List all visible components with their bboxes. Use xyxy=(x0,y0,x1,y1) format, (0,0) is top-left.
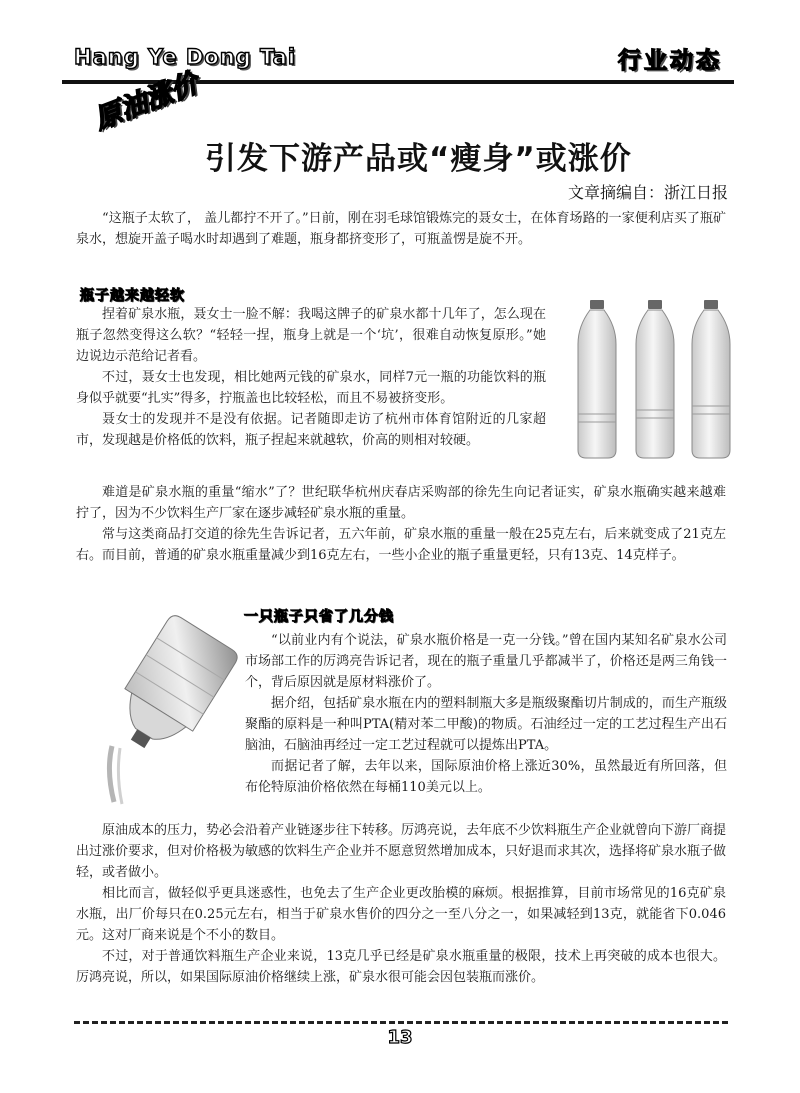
bottle-1 xyxy=(578,300,616,458)
section1-paragraph-5: 常与这类商品打交道的徐先生告诉记者，五六年前，矿泉水瓶的重量一般在25克左右，后来就变成了21克左右。而目前，普通的矿泉水瓶重量减少到16克左右，一些小企业的瓶子重量更轻，只有13克、14克样子。 xyxy=(76,527,726,563)
section2-paragraph-3: 而据记者了解，去年以来，国际原油价格上涨近30%，虽然最近有所回落，但布伦特原油价格依然在每桶110美元以上。 xyxy=(245,759,727,795)
section2-heading: 一只瓶子只省了几分钱 xyxy=(244,609,394,625)
intro-paragraph xyxy=(76,208,726,250)
water-bottles-photo xyxy=(570,292,748,462)
bottle-2 xyxy=(636,300,674,458)
page-number: 13 xyxy=(387,1027,413,1048)
section1-wide-column xyxy=(76,482,726,566)
pouring-bottle-photo xyxy=(100,596,238,808)
topic-tag: 原油涨价 xyxy=(90,67,203,136)
section1-paragraph-3: 聂女士的发现并不是没有依据。记者随即走访了杭州市体育馆附近的几家超市，发现越是价格低的饮料，瓶子捏起来就越软，价高的则相对较硬。 xyxy=(76,412,546,448)
section2-paragraph-5: 相比而言，做轻似乎更具迷惑性，也免去了生产企业更改胎模的麻烦。根据推算，目前市场常见的16克矿泉水瓶，出厂价每只在0.25元左右，相当于矿泉水售价的四分之一至八分之一，如果减轻到13克，就能省下0.046元。这对厂商来说是个不小的数目。 xyxy=(76,886,726,943)
section2-paragraph-4: 原油成本的压力，势必会沿着产业链逐步往下转移。厉鸿亮说，去年底不少饮料瓶生产企业就曾向下游厂商提出过涨价要求，但对价格极为敏感的饮料生产企业并不愿意贸然增加成本，只好退而求其次，选择将矿泉水瓶子做轻，或者做小。 xyxy=(76,823,727,880)
header-right-title: 行业动态 xyxy=(618,48,722,74)
section2-paragraph-2: 据介绍，包括矿泉水瓶在内的塑料制瓶大多是瓶级聚酯切片制成的，而生产瓶级聚酯的原料是一种叫PTA(精对苯二甲酸)的物质。石油经过一定的工艺过程生产出石脑油，石脑油再经过一定工艺过程就可以提炼出PTA。 xyxy=(245,696,727,753)
article-title: 引发下游产品或“瘦身”或涨价 xyxy=(205,141,632,177)
section2-paragraph-1: “以前业内有个说法，矿泉水瓶价格是一克一分钱。”曾在国内某知名矿泉水公司市场部工作的厉鸿亮告诉记者，现在的瓶子重量几乎都减半了，价格还是两三角钱一个，背后原因就是原材料涨价了。 xyxy=(245,633,727,690)
section1-paragraph-2: 不过，聂女士也发现，相比她两元钱的矿泉水，同样7元一瓶的功能饮料的瓶身似乎就要“扎实”得多，拧瓶盖也比较轻松，而且不易被挤变形。 xyxy=(76,370,546,406)
section2-paragraph-6: 不过，对于普通饮料瓶生产企业来说，13克几乎已经是矿泉水瓶重量的极限，技术上再突破的成本也很大。厉鸿亮说，所以，如果国际原油价格继续上涨，矿泉水很可能会因包装瓶而涨价。 xyxy=(76,949,726,985)
section2-narrow-column xyxy=(245,630,727,798)
section1-paragraph-1: 捏着矿泉水瓶，聂女士一脸不解：我喝这牌子的矿泉水都十几年了，怎么现在瓶子忽然变得这么软？“轻轻一捏，瓶身上就是一个‘坑’，很难自动恢复原形。”她边说边示范给记者看。 xyxy=(76,307,546,364)
section1-heading: 瓶子越来越轻软 xyxy=(80,288,185,304)
byline: 文章摘编自：浙江日报 xyxy=(567,183,728,202)
header-left-title: Hang Ye Dong Tai xyxy=(74,45,297,69)
intro-text: “这瓶子太软了， 盖儿都拧不开了。”日前，刚在羽毛球馆锻炼完的聂女士，在体育场路的一家便利店买了瓶矿泉水，想旋开盖子喝水时却遇到了难题，瓶身都挤变形了，可瓶盖愣是旋不开。 xyxy=(76,211,726,247)
section1-paragraph-4: 难道是矿泉水瓶的重量“缩水”了？世纪联华杭州庆春店采购部的徐先生向记者证实，矿泉水瓶确实越来越难拧了，因为不少饮料生产厂家在逐步减轻矿泉水瓶的重量。 xyxy=(76,485,726,521)
bottle-3 xyxy=(692,300,730,458)
footer-rule xyxy=(74,1021,728,1024)
section1-narrow-column xyxy=(76,304,546,451)
section2-wide-column xyxy=(76,820,726,988)
